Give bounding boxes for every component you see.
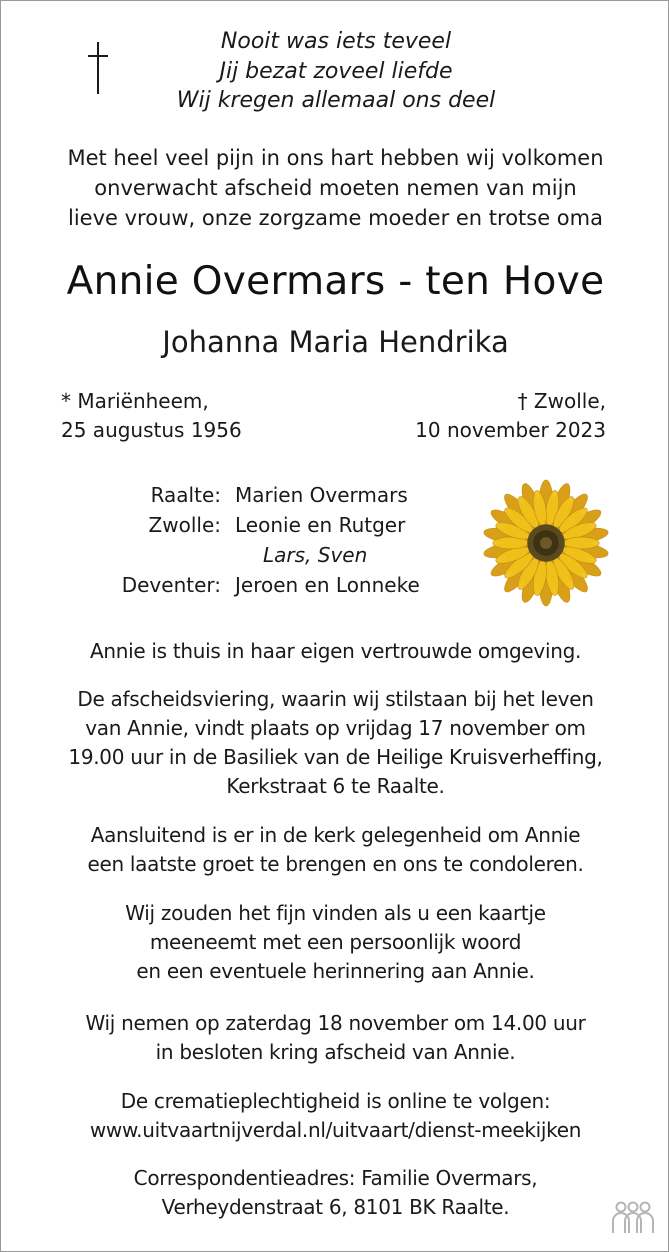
paragraph-line: van Annie, vindt plaats op vrijdag 17 november om (85, 716, 586, 740)
birth-date: 25 augustus 1956 (61, 418, 242, 442)
intro-line: Met heel veel pijn in ons hart hebben wij volkomen (67, 146, 604, 170)
family-names: Jeroen en Lonneke (235, 573, 420, 597)
paragraph-online (1, 1087, 669, 1145)
deceased-name: Annie Overmars - ten Hove (66, 259, 605, 304)
death-info (415, 387, 606, 445)
paragraph-line: Wij nemen op zaterdag 18 november om 14.00 uur (85, 1011, 586, 1035)
poem-line: Nooit was iets teveel (220, 29, 452, 54)
paragraph-line: De afscheidsviering, waarin wij stilstaan bij het leven (77, 687, 594, 711)
paragraph-line: 19.00 uur in de Basiliek van de Heilige Kruisverheffing, (68, 745, 603, 769)
family-place: Deventer: (121, 573, 221, 597)
paragraph-line: een laatste groet te brengen en ons te condoleren. (87, 852, 584, 876)
family-grandchildren: Lars, Sven (263, 543, 368, 567)
poem (151, 27, 521, 116)
family-place: Raalte: (150, 483, 221, 507)
paragraph-line: Wij zouden het fijn vinden als u een kaartje (125, 901, 546, 925)
family-row (91, 570, 420, 600)
paragraph-card-request (1, 899, 669, 986)
family-row (91, 510, 420, 540)
family-names: Leonie en Rutger (235, 513, 406, 537)
intro-text (1, 143, 669, 233)
family-place (91, 540, 235, 570)
paragraph-line: Kerkstraat 6 te Raalte. (226, 774, 445, 798)
family-row (91, 480, 420, 510)
family-names: Marien Overmars (235, 483, 408, 507)
paragraph-line: meeneemt met een persoonlijk woord (149, 930, 522, 954)
family-list (91, 480, 420, 600)
paragraph-address (1, 1164, 669, 1222)
birth-place: * Mariënheem, (61, 389, 209, 413)
death-date: 10 november 2023 (415, 418, 606, 442)
poem-line: Wij kregen allemaal ons deel (176, 88, 496, 113)
paragraph-ceremony (1, 685, 669, 801)
paragraph-line: Aansluitend is er in de kerk gelegenheid om Annie (90, 823, 581, 847)
paragraph-line: in besloten kring afscheid van Annie. (155, 1040, 516, 1064)
paragraph-line: Annie is thuis in haar eigen vertrouwde omgeving. (89, 639, 582, 663)
intro-line: onverwacht afscheid moeten nemen van mijn (94, 176, 577, 200)
family-place: Zwolle: (148, 513, 221, 537)
death-place: † Zwolle, (517, 389, 606, 413)
family-row (91, 540, 420, 570)
poem-line: Jij bezat zoveel liefde (219, 58, 453, 84)
paragraph-line: De crematieplechtigheid is online te volgen: (120, 1089, 551, 1113)
paragraph-line: Verheydenstraat 6, 8101 BK Raalte. (161, 1195, 510, 1219)
sunflower-illustration (475, 475, 617, 611)
paragraph-condolences (1, 821, 669, 879)
livestream-url[interactable]: www.uitvaartnijverdal.nl/uitvaart/dienst-meekijken (89, 1118, 582, 1142)
paragraph-line: Correspondentieadres: Familie Overmars, (133, 1166, 538, 1190)
cross-icon (88, 42, 108, 94)
paragraph-line: en een eventuele herinnering aan Annie. (136, 959, 535, 983)
paragraph-private-farewell (1, 1009, 669, 1067)
birth-info (61, 387, 242, 445)
intro-line: lieve vrouw, onze zorgzame moeder en trotse oma (68, 206, 603, 230)
deceased-given-names: Johanna Maria Hendrika (162, 325, 509, 359)
paragraph-home (1, 637, 669, 666)
family-people-logo-icon (609, 1199, 657, 1237)
